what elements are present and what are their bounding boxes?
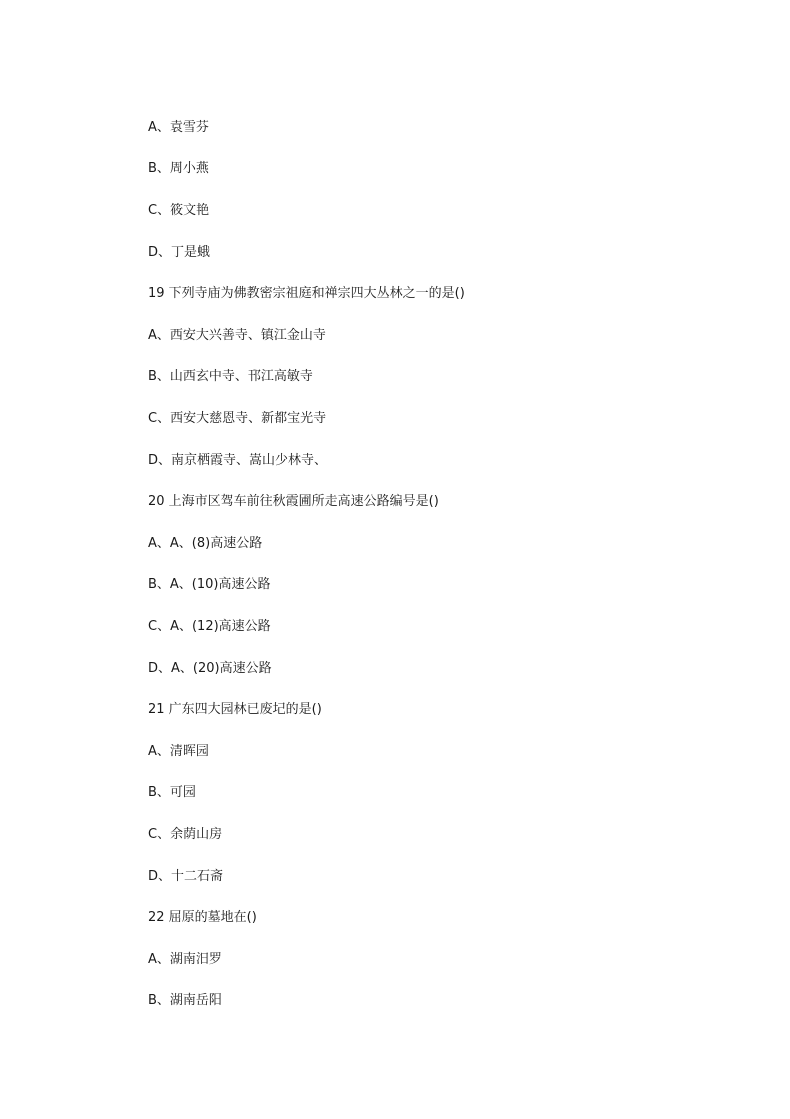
option-a: A、西安大兴善寺、镇江金山寺 — [148, 328, 326, 343]
option-b: B、A、(10)高速公路 — [148, 577, 271, 592]
option-b: B、可园 — [148, 785, 196, 800]
option-a: A、湖南汨罗 — [148, 952, 222, 967]
question-20: 20 上海市区驾车前往秋霞圃所走高速公路编号是() — [148, 494, 439, 509]
option-b: B、山西玄中寺、邗江高敏寺 — [148, 369, 313, 384]
option-a: A、清晖园 — [148, 744, 209, 759]
option-d: D、十二石斋 — [148, 869, 224, 884]
option-c: C、A、(12)高速公路 — [148, 619, 271, 634]
question-22: 22 屈原的墓地在() — [148, 910, 257, 925]
option-d: D、A、(20)高速公路 — [148, 661, 272, 676]
option-b: B、湖南岳阳 — [148, 993, 222, 1008]
option-a: A、A、(8)高速公路 — [148, 536, 263, 551]
option-b: B、周小燕 — [148, 161, 209, 176]
question-21: 21 广东四大园林已废圮的是() — [148, 702, 322, 717]
option-d: D、丁是蛾 — [148, 245, 211, 260]
option-a: A、袁雪芬 — [148, 120, 209, 135]
option-c: C、筱文艳 — [148, 203, 210, 218]
option-c: C、余荫山房 — [148, 827, 223, 842]
question-19: 19 下列寺庙为佛教密宗祖庭和禅宗四大丛林之一的是() — [148, 286, 465, 301]
option-d: D、南京栖霞寺、嵩山少林寺、 — [148, 453, 328, 468]
option-c: C、西安大慈恩寺、新都宝光寺 — [148, 411, 327, 426]
